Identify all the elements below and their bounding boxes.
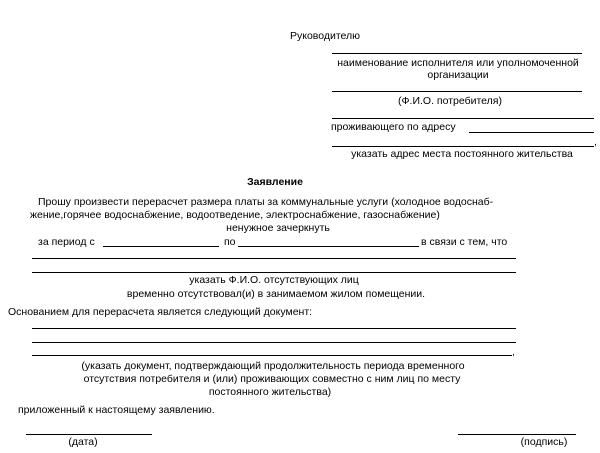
consumer-extra-line (332, 118, 594, 119)
absent-line-1 (32, 258, 516, 259)
absent-text: временно отсутствовал(и) в занимаемом жилом помещении. (126, 288, 426, 300)
period-from-line (103, 246, 219, 247)
period-from-label: за период с (38, 236, 95, 248)
consumer-hint: (Ф.И.О. потребителя) (398, 95, 502, 107)
period-reason: в связи с тем, что (421, 236, 508, 248)
doc-hint-3: постоянного жительства) (208, 386, 332, 398)
address-line-1 (469, 132, 594, 133)
date-line (26, 434, 152, 435)
address-hint: указать адрес места постоянного жительства (351, 148, 573, 160)
cross-out-hint: ненужное зачеркнуть (226, 222, 330, 234)
address-comma: , (594, 136, 597, 148)
executor-hint-1: наименование исполнителя или уполномоченной (337, 57, 579, 69)
request-line-2: жение,горячее водоснабжение, водоотведение, электроснабжение, газоснабжение) (30, 209, 440, 221)
executor-hint-2: организации (427, 69, 489, 81)
period-to-label: по (224, 236, 236, 248)
absent-hint: указать Ф.И.О. отсутствующих лиц (189, 274, 359, 286)
basis-line-2 (32, 342, 516, 343)
executor-name-line (332, 53, 582, 54)
address-line-2 (332, 146, 594, 147)
basis-comma: , (512, 346, 515, 358)
signature-hint: (подпись) (520, 436, 568, 448)
consumer-name-line (332, 91, 582, 92)
basis-label: Основанием для перерасчета является следующий документ: (8, 306, 313, 318)
doc-hint-2: отсутствия потребителя и (или) проживающих совместно с ним лиц по месту (83, 373, 461, 385)
document-title: Заявление (247, 176, 303, 188)
basis-line-1 (32, 328, 516, 329)
residing-label: проживающего по адресу (331, 121, 456, 133)
date-hint: (дата) (68, 436, 98, 448)
attached-text: приложенный к настоящему заявлению. (18, 404, 215, 416)
absent-line-2 (32, 272, 516, 273)
recipient-to: Руководителю (290, 30, 361, 42)
period-to-line (238, 246, 419, 247)
basis-line-3 (32, 355, 512, 356)
request-line-1: Прошу произвести перерасчет размера платы за коммунальные услуги (холодное водоснаб- (38, 196, 494, 208)
doc-hint-1: (указать документ, подтверждающий продолжительность периода временного (81, 360, 465, 372)
signature-line (458, 434, 576, 435)
